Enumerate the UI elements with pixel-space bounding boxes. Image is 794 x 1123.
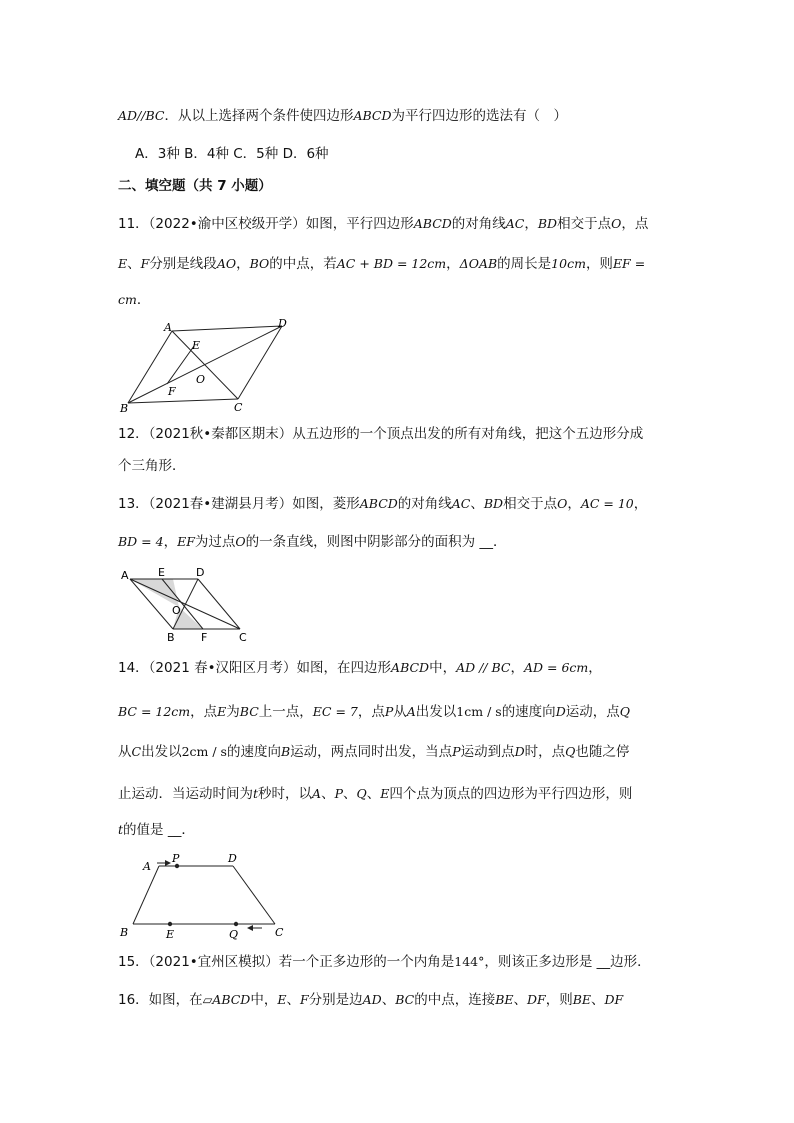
label-f: F (168, 385, 176, 398)
label-b: B (167, 631, 175, 644)
q16-line: 16．如图，在▱ABCD中，E、F分别是边AD、BC的中点，连接BE、DF，则BE、DF (118, 992, 624, 1008)
q15-line: 15．（2021•宜州区模拟）若一个正多边形的一个内角是144°，则该正多边形是 __边形． (118, 954, 651, 970)
q11-line3: cm． (118, 292, 151, 308)
label-b: B (120, 926, 129, 939)
q11-line2: E、F分别是线段AO，BO的中点，若AC + BD = 12cm，ΔOAB的周长是10cm，则EF = (118, 256, 646, 272)
label-e: E (192, 339, 201, 352)
label-a: A (143, 860, 151, 873)
label-o: O (196, 373, 206, 386)
q13-rhombus-figure (118, 565, 258, 645)
label-c: C (234, 401, 243, 414)
q14-line3: 从C出发以2cm / s的速度向B运动，两点同时出发，当点P运动到点D时，点Q也随之停 (118, 744, 630, 760)
q11-parallelogram-figure (110, 315, 310, 420)
label-e: E (166, 928, 175, 941)
q14-line5: t的值是 __． (118, 822, 195, 838)
label-p: P (172, 852, 180, 865)
label-c: C (239, 631, 247, 644)
q14-line1: 14．（2021 春•汉阳区月考）如图，在四边形ABCD中，AD // BC，AD = 6cm， (118, 660, 602, 676)
label-q: Q (229, 928, 239, 941)
q10-options: A．3种 B．4种 C．5种 D．6种 (135, 146, 329, 162)
q12-line1: 12．（2021秋•秦都区期末）从五边形的一个顶点出发的所有对角线，把这个五边形分成 (118, 426, 644, 442)
label-d: D (228, 852, 237, 865)
section-title: 二、填空题（共 7 小题） (118, 178, 272, 194)
math-condition: AD//BC (118, 108, 165, 123)
q14-trapezoid-figure (115, 850, 295, 942)
label-f: F (201, 631, 208, 644)
q11-line1: 11．（2022•渝中区校级开学）如图，平行四边形ABCD的对角线AC，BD相交于点O，点 (118, 216, 649, 232)
label-c: C (275, 926, 284, 939)
q14-line4: 止运动．当运动时间为t秒时，以A、P、Q、E四个点为顶点的四边形为平行四边形，则 (118, 786, 633, 802)
label-o: O (172, 604, 181, 617)
label-d: D (278, 317, 287, 330)
q14-line2: BC = 12cm，点E为BC上一点，EC = 7，点P从A出发以1cm / s的速度向D运动，点Q (118, 704, 630, 720)
label-e: E (158, 566, 165, 579)
q13-line1: 13．（2021春•建湖县月考）如图，菱形ABCD的对角线AC、BD相交于点O，AC = 10， (118, 496, 648, 512)
q12-line2: 个三角形． (118, 458, 186, 474)
label-a: A (164, 321, 172, 334)
q10-statement: AD//BC．从以上选择两个条件使四边形ABCD为平行四边形的选法有（ ） (118, 108, 567, 124)
label-b: B (120, 402, 129, 415)
label-a: A (121, 569, 129, 582)
q13-line2: BD = 4，EF为过点O的一条直线，则图中阴影部分的面积为 __． (118, 534, 507, 550)
label-d: D (196, 566, 205, 579)
